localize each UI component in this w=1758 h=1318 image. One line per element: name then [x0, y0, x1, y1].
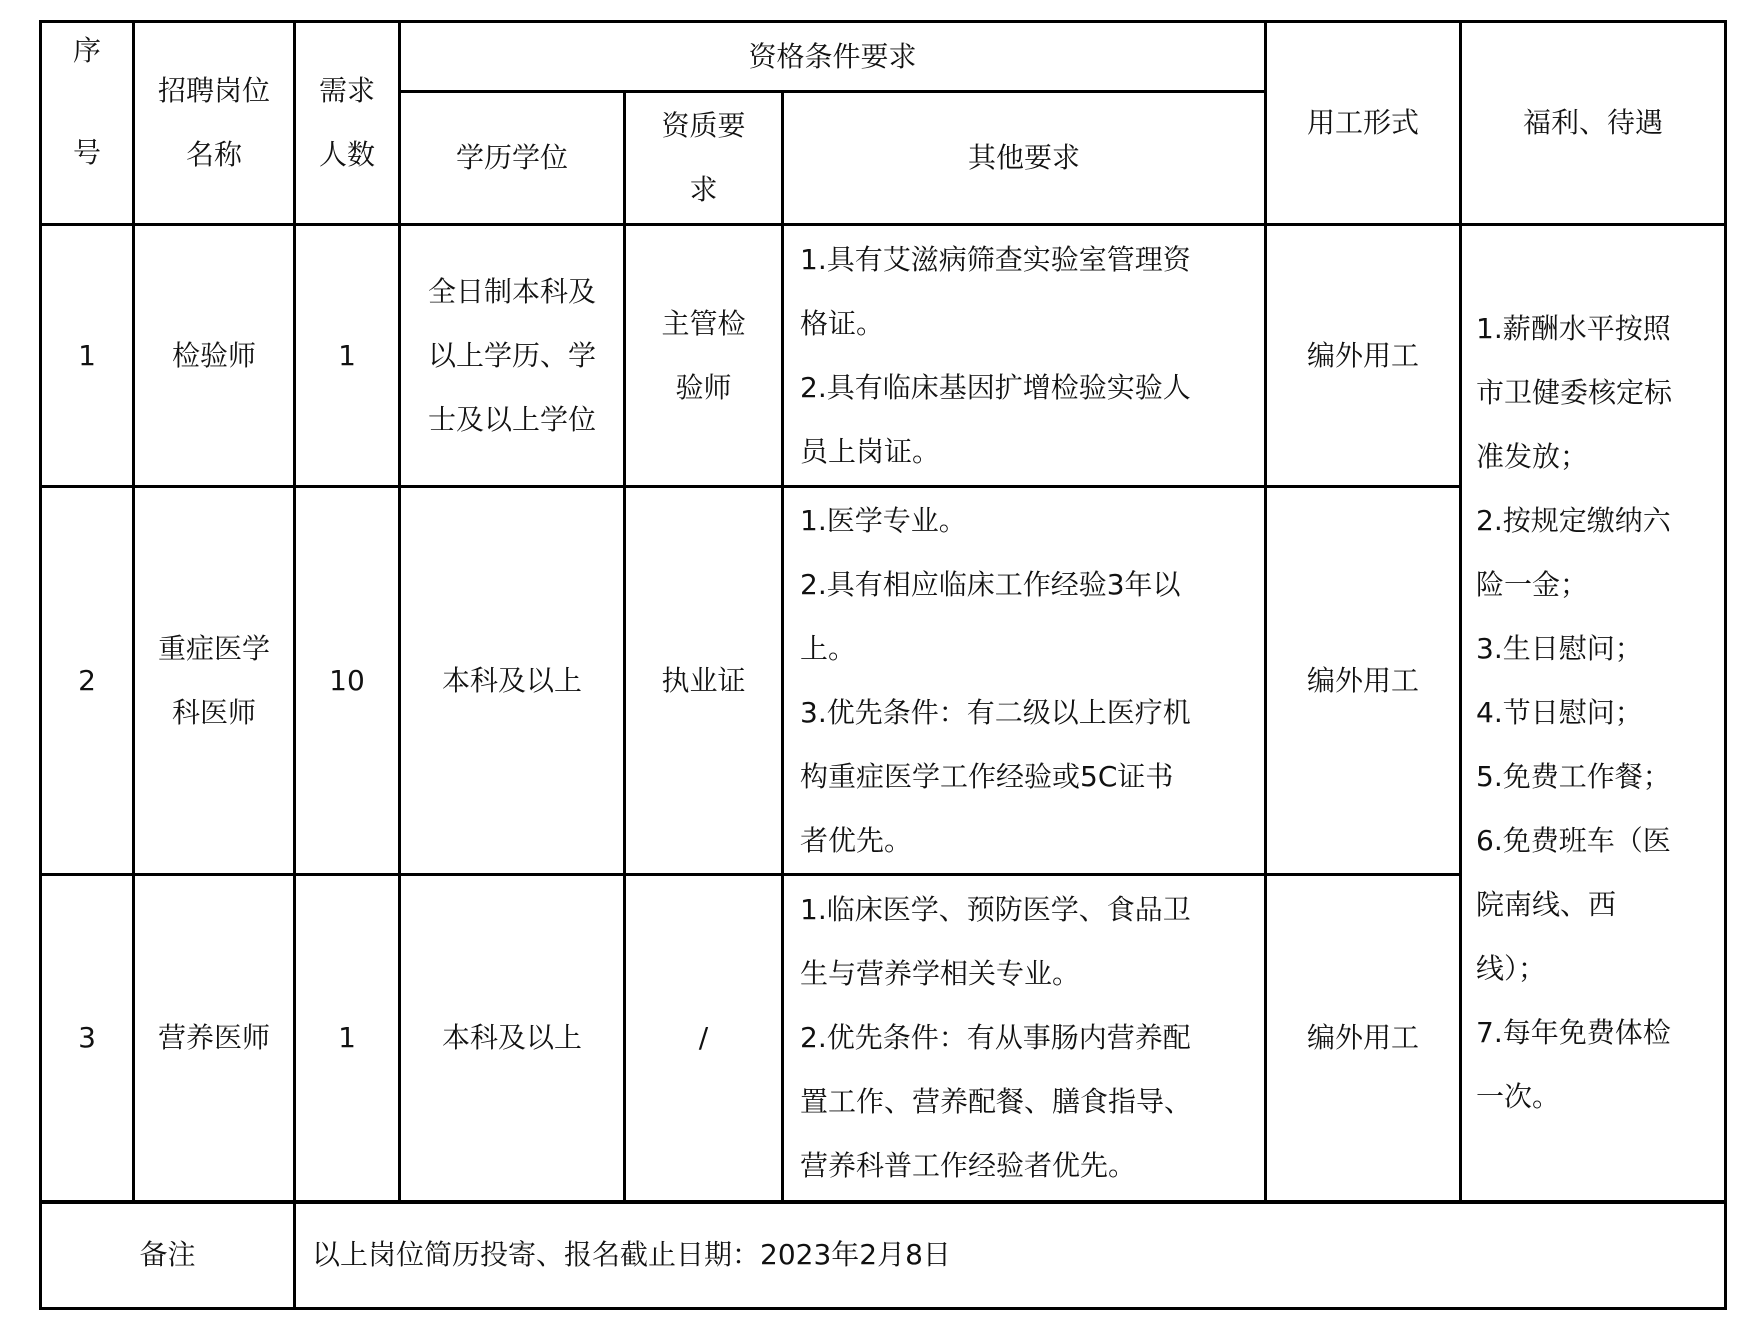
- cell-text: 1.医学专业。: [800, 503, 967, 537]
- header-text: 求: [689, 173, 718, 206]
- cell-text: 本科及以上: [441, 663, 582, 697]
- header-seq: [41, 22, 134, 225]
- row-other-requirements: [783, 875, 1266, 1202]
- benefit-line: 准发放；: [1476, 439, 1589, 473]
- benefit-line: 3.生日慰问；: [1476, 631, 1643, 665]
- benefit-line: 6.免费班车（医: [1476, 823, 1671, 857]
- header-text: 人数: [318, 138, 375, 171]
- row-education: [400, 487, 625, 875]
- benefit-line: 一次。: [1476, 1079, 1561, 1113]
- benefit-line: 线）；: [1476, 951, 1547, 985]
- row-seq: 2: [41, 487, 134, 875]
- table-row: [41, 225, 1726, 487]
- row-headcount: 10: [295, 487, 400, 875]
- cell-text: 科医师: [171, 695, 256, 729]
- cell-text: 2.具有临床基因扩增检验实验人: [800, 370, 1191, 404]
- benefit-line: 院南线、西: [1476, 887, 1617, 921]
- benefit-line: 市卫健委核定标: [1476, 375, 1673, 409]
- row-headcount: 1: [295, 225, 400, 487]
- row-employment-type: 编外用工: [1266, 487, 1461, 875]
- benefit-line: 5.免费工作餐；: [1476, 759, 1671, 793]
- benefit-line: 7.每年免费体检: [1476, 1015, 1671, 1049]
- recruitment-table: [39, 20, 1727, 1310]
- header-qualification-group: 资格条件要求: [400, 22, 1266, 92]
- row-headcount: 1: [295, 875, 400, 1202]
- row-education: [400, 875, 625, 1202]
- cell-text: 2.具有相应临床工作经验3年以: [800, 567, 1181, 601]
- header-seq-bottom: 号: [72, 136, 101, 169]
- cell-text: 构重症医学工作经验或5C证书: [800, 759, 1174, 793]
- cell-text: 主管检: [661, 306, 746, 340]
- note-text: 以上岗位简历投寄、报名截止日期：2023年2月8日: [295, 1202, 1726, 1309]
- benefit-line: 4.节日慰问；: [1476, 695, 1643, 729]
- row-seq: 3: [41, 875, 134, 1202]
- header-seq-top: 序: [72, 34, 101, 67]
- cell-text: 置工作、营养配餐、膳食指导、: [800, 1084, 1193, 1118]
- header-education: 学历学位: [400, 92, 625, 225]
- cell-text: 上。: [800, 631, 857, 665]
- header-text: 资质要: [661, 109, 746, 142]
- header-other-requirements: 其他要求: [783, 92, 1266, 225]
- cell-text: 验师: [675, 370, 732, 404]
- cell-text: 士及以上学位: [427, 402, 596, 436]
- header-text: 需求: [318, 74, 375, 107]
- note-row: [41, 1202, 1726, 1309]
- row-other-requirements: [783, 225, 1266, 487]
- row-education: [400, 225, 625, 487]
- note-label: 备注: [41, 1202, 295, 1309]
- header-benefits: 福利、待遇: [1461, 22, 1726, 225]
- cell-text: 员上岗证。: [800, 434, 941, 468]
- cell-text: 1.具有艾滋病筛查实验室管理资: [800, 242, 1191, 276]
- cell-text: 执业证: [661, 663, 746, 697]
- row-employment-type: 编外用工: [1266, 875, 1461, 1202]
- header-position-name: [134, 22, 295, 225]
- row-position: [134, 875, 295, 1202]
- cell-text: 以上学历、学: [427, 338, 596, 372]
- row-certification: [625, 875, 783, 1202]
- header-text: 招聘岗位: [157, 74, 270, 107]
- header-certification: [625, 92, 783, 225]
- header-text: 名称: [185, 138, 242, 171]
- benefit-line: 2.按规定缴纳六: [1476, 503, 1671, 537]
- cell-text: 检验师: [171, 338, 256, 372]
- cell-text: 者优先。: [800, 823, 913, 857]
- cell-text: 格证。: [800, 306, 885, 340]
- cell-text: /: [698, 1020, 709, 1054]
- row-employment-type: 编外用工: [1266, 225, 1461, 487]
- row-other-requirements: [783, 487, 1266, 875]
- row-position: [134, 225, 295, 487]
- cell-text: 本科及以上: [441, 1020, 582, 1054]
- row-seq: 1: [41, 225, 134, 487]
- cell-text: 1.临床医学、预防医学、食品卫: [800, 892, 1191, 926]
- row-position: [134, 487, 295, 875]
- cell-text: 3.优先条件：有二级以上医疗机: [800, 695, 1191, 729]
- cell-text: 重症医学: [157, 631, 270, 665]
- cell-text: 生与营养学相关专业。: [800, 956, 1081, 990]
- header-headcount: [295, 22, 400, 225]
- cell-text: 全日制本科及: [427, 274, 596, 308]
- cell-text: 营养医师: [157, 1020, 270, 1054]
- header-row-1: [41, 22, 1726, 92]
- benefit-line: 险一金；: [1476, 567, 1589, 601]
- benefits-cell: [1461, 225, 1726, 1202]
- benefit-line: 1.薪酬水平按照: [1476, 311, 1671, 345]
- row-certification: [625, 487, 783, 875]
- cell-text: 2.优先条件：有从事肠内营养配: [800, 1020, 1191, 1054]
- cell-text: 营养科普工作经验者优先。: [800, 1148, 1137, 1182]
- header-employment-type: 用工形式: [1266, 22, 1461, 225]
- row-certification: [625, 225, 783, 487]
